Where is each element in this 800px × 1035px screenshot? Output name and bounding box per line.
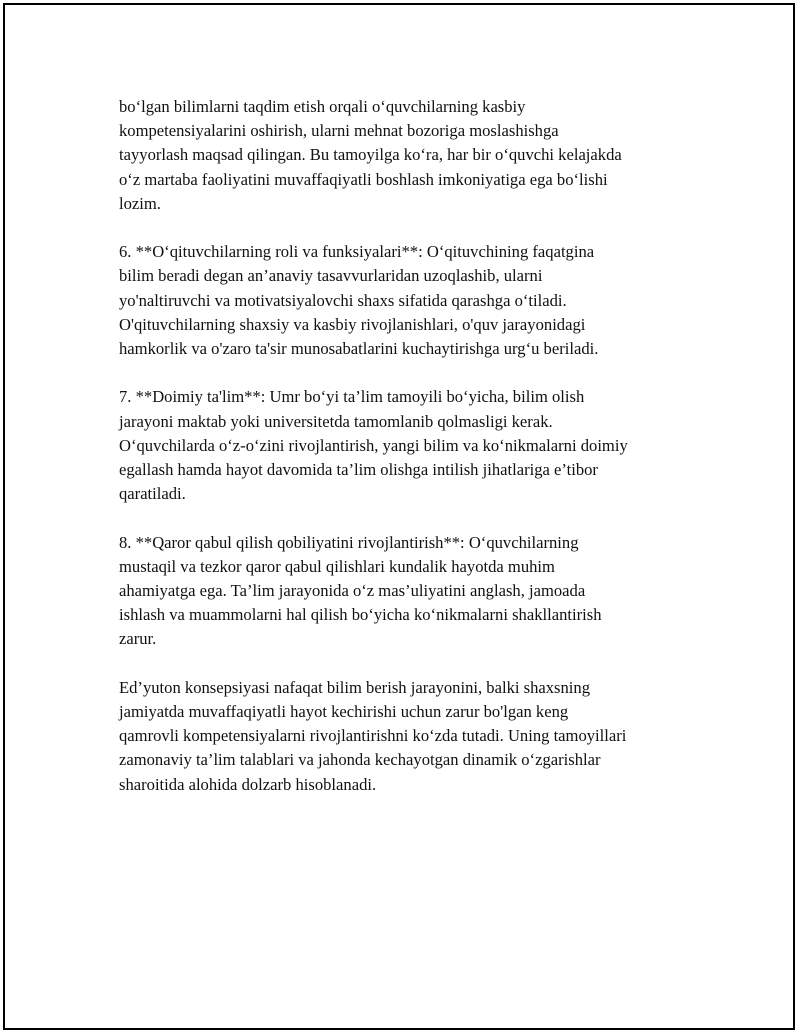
- text-line: sharoitida alohida dolzarb hisoblanadi.: [119, 774, 377, 794]
- text-line: O'qituvchilarning shaxsiy va kasbiy rivojlanishlari, o'quv jarayonidagi: [119, 314, 586, 334]
- text-line: o‘z martaba faoliyatini muvaffaqiyatli boshlash imkoniyatiga ega bo‘lishi: [119, 169, 608, 189]
- text-line: bilim beradi degan an’anaviy tasavvurlaridan uzoqlashib, ularni: [119, 266, 543, 286]
- paragraph-8-decision-making: [119, 531, 699, 652]
- document-body: [119, 95, 699, 821]
- document-page: [3, 3, 795, 1030]
- text-line: ahamiyatga ega. Ta’lim jarayonida o‘z mas’uliyatini anglash, jamoada: [119, 581, 586, 601]
- text-line: bo‘lgan bilimlarni taqdim etish orqali o‘quvchilarning kasbiy: [119, 97, 526, 116]
- text-line: kompetensiyalarini oshirish, ularni mehnat bozoriga moslashishga: [119, 121, 559, 141]
- text-line: Ed’yuton konsepsiyasi nafaqat bilim berish jarayonini, balki shaxsning: [119, 677, 590, 697]
- paragraph-7-lifelong-learning: [119, 385, 699, 506]
- text-line: qaratiladi.: [119, 484, 186, 504]
- text-line: zamonaviy ta’lim talablari va jahonda kechayotgan dinamik o‘zgarishlar: [119, 750, 601, 770]
- paragraph-6-teacher-roles: [119, 240, 699, 361]
- text-line: lozim.: [119, 193, 161, 213]
- text-line: zarur.: [119, 629, 157, 649]
- text-line: yo'naltiruvchi va motivatsiyalovchi shaxs sifatida qarashga o‘tiladi.: [119, 290, 567, 310]
- text-line: 8. **Qaror qabul qilish qobiliyatini rivojlantirish**: O‘quvchilarning: [119, 532, 579, 552]
- paragraph-1: [119, 95, 699, 216]
- text-line: jamiyatda muvaffaqiyatli hayot kechirishi uchun zarur bo'lgan keng: [119, 702, 569, 722]
- text-line: jarayoni maktab yoki universitetda tamomlanib qolmasligi kerak.: [119, 411, 553, 431]
- text-line: mustaqil va tezkor qaror qabul qilishlari kundalik hayotda muhim: [119, 556, 555, 576]
- text-line: ishlash va muammolarni hal qilish bo‘yicha ko‘nikmalarni shakllantirish: [119, 605, 602, 625]
- text-line: tayyorlash maqsad qilingan. Bu tamoyilga ko‘ra, har bir o‘quvchi kelajakda: [119, 145, 622, 165]
- text-line: 7. **Doimiy ta'lim**: Umr bo‘yi ta’lim tamoyili bo‘yicha, bilim olish: [119, 387, 585, 407]
- text-line: qamrovli kompetensiyalarni rivojlantirishni ko‘zda tutadi. Uning tamoyillari: [119, 726, 627, 746]
- text-line: O‘quvchilarda o‘z-o‘zini rivojlantirish, yangi bilim va ko‘nikmalarni doimiy: [119, 435, 628, 455]
- text-line: hamkorlik va o'zaro ta'sir munosabatlarini kuchaytirishga urg‘u beriladi.: [119, 339, 599, 359]
- paragraph-conclusion: [119, 676, 699, 797]
- text-line: egallash hamda hayot davomida ta’lim olishga intilish jihatlariga e’tibor: [119, 460, 598, 480]
- text-line: 6. **O‘qituvchilarning roli va funksiyalari**: O‘qituvchining faqatgina: [119, 242, 595, 262]
